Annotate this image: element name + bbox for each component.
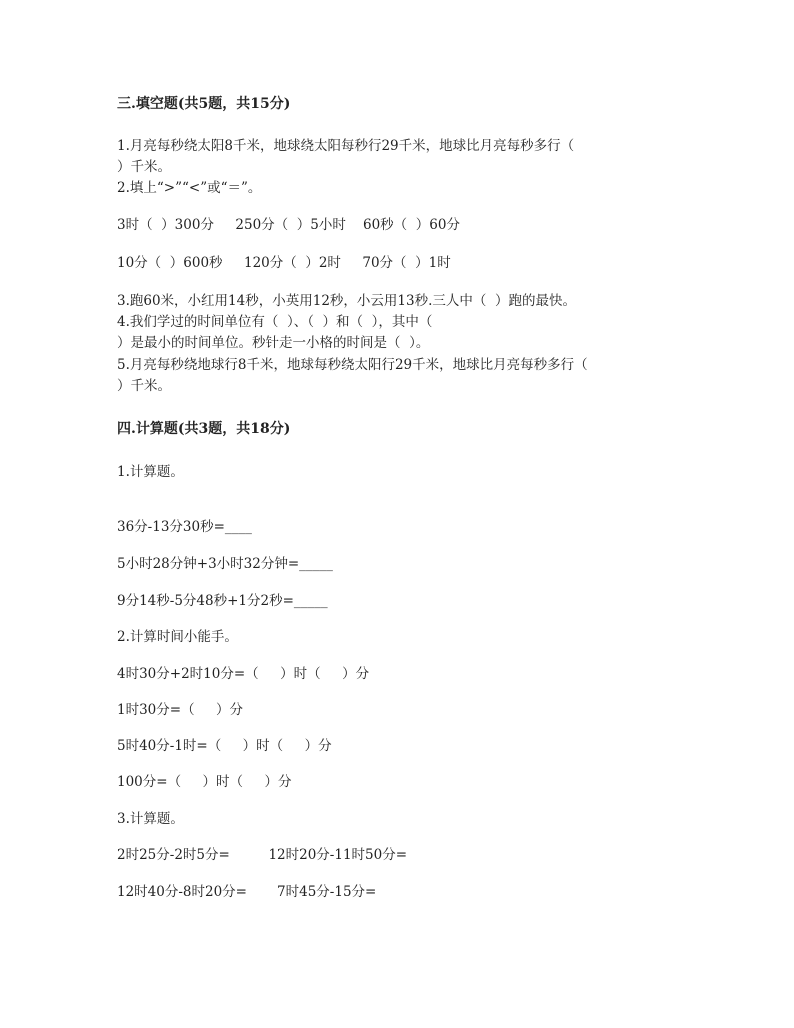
question-5-line-1: 5.月亮每秒绕地球行8千米，地球每秒绕太阳行29千米，地球比月亮每秒多行（: [117, 357, 588, 373]
question-5-line-2: ）千米。: [117, 378, 171, 394]
calc-3-title: 3.计算题。: [117, 811, 184, 827]
calc-1-item-3: 9分14秒-5分48秒+1分2秒=_____: [117, 593, 328, 609]
calc-1-item-2: 5小时28分钟+3小时32分钟=_____: [117, 556, 333, 572]
calc-3-row-2: 12时40分-8时20分= 7时45分-15分=: [117, 884, 377, 900]
question-2-prompt: 2.填上“>”“<”或“＝”。: [117, 180, 262, 196]
calc-2-item-3: 5时40分-1时=（ ）时（ ）分: [117, 738, 332, 754]
calc-2-item-4: 100分=（ ）时（ ）分: [117, 774, 292, 790]
question-2-row-1: 3时（ ）300分 250分（ ）5小时 60秒（ ）60分: [117, 217, 460, 233]
calc-1-item-1: 36分-13分30秒=____: [117, 519, 252, 535]
section-4-heading: 四.计算题(共3题，共18分): [117, 421, 291, 437]
calc-3-row-1: 2时25分-2时5分= 12时20分-11时50分=: [117, 847, 408, 863]
calc-1-title: 1.计算题。: [117, 464, 184, 480]
question-1-line-1: 1.月亮每秒绕太阳8千米，地球绕太阳每秒行29千米，地球比月亮每秒多行（: [117, 138, 575, 154]
calc-2-title: 2.计算时间小能手。: [117, 629, 238, 645]
section-3-heading: 三.填空题(共5题，共15分): [117, 96, 291, 112]
question-4-line-2: ）是最小的时间单位。秒针走一小格的时间是（ ）。: [117, 335, 430, 351]
question-3: 3.跑60米，小红用14秒，小英用12秒，小云用13秒.三人中（ ）跑的最快。: [117, 293, 576, 309]
calc-2-item-1: 4时30分+2时10分=（ ）时（ ）分: [117, 666, 370, 682]
question-1-line-2: ）千米。: [117, 159, 171, 175]
question-2-row-2: 10分（ ）600秒 120分（ ）2时 70分（ ）1时: [117, 255, 451, 271]
calc-2-item-2: 1时30分=（ ）分: [117, 702, 244, 718]
question-4-line-1: 4.我们学过的时间单位有（ ）、（ ）和（ ），其中（: [117, 314, 433, 330]
